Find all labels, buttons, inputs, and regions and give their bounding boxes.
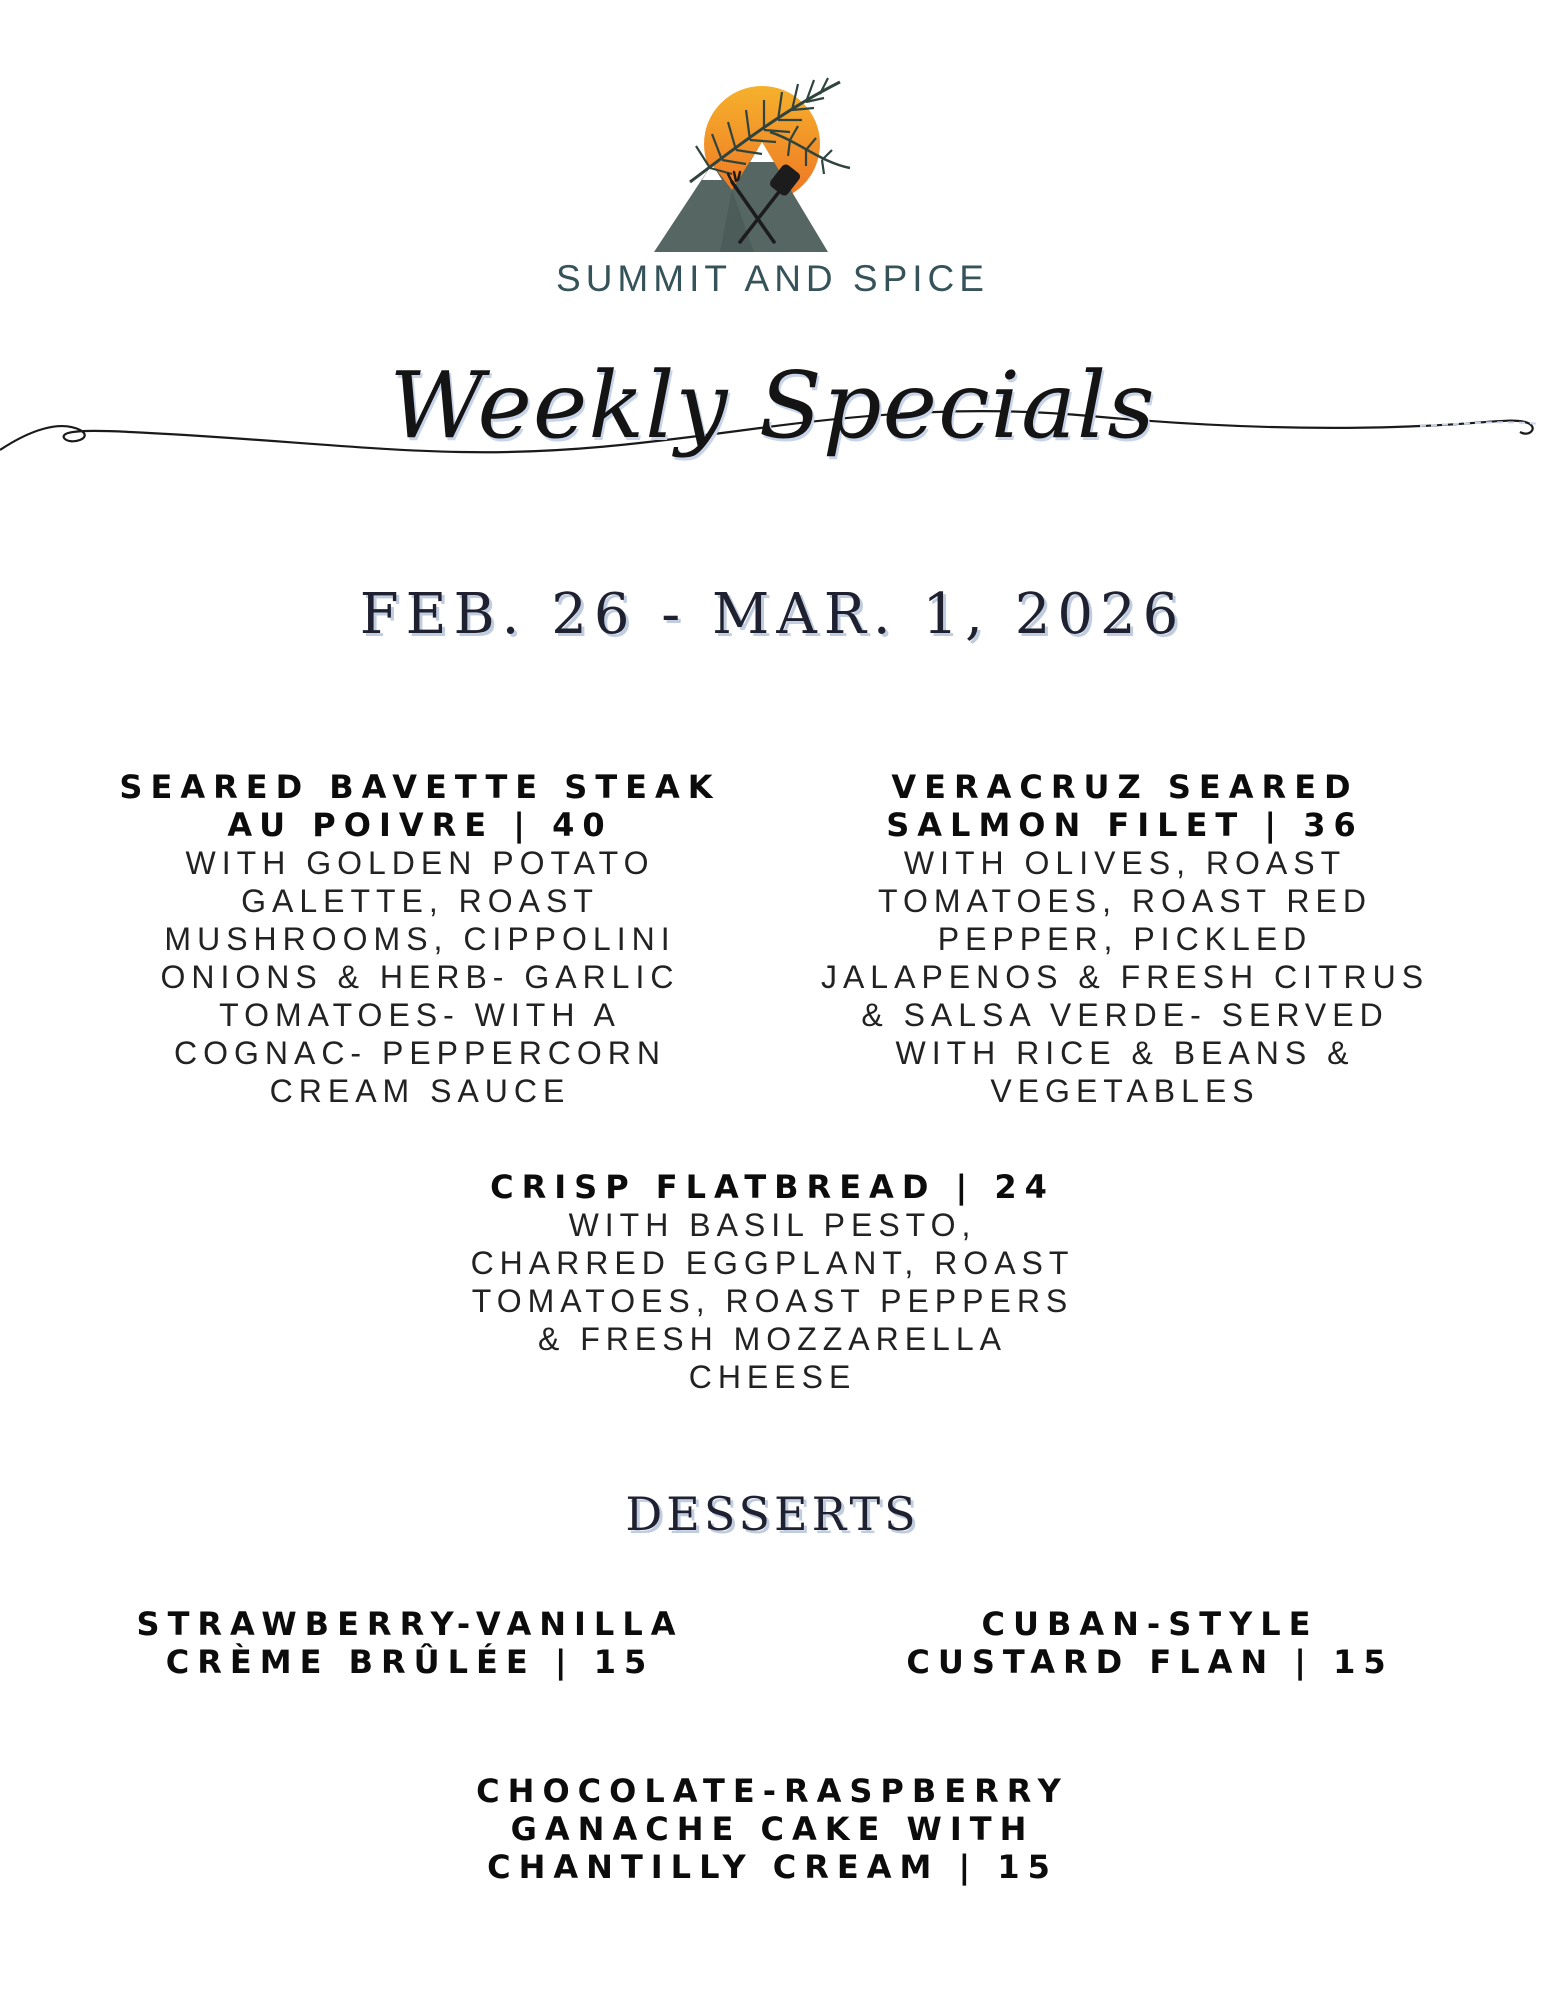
special-description: WITH BASIL PESTO, CHARRED EGGPLANT, ROAST TOMATOES, ROAST PEPPERS & FRESH MOZZARELLA CHEESE: [470, 1207, 1075, 1395]
summit-and-spice-logo: [650, 72, 880, 262]
special-name: SEARED BAVETTE STEAK AU POIVRE | 40: [119, 768, 721, 844]
dessert-item-ganache-cake: CHOCOLATE-RASPBERRY GANACHE CAKE WITH CHANTILLY CREAM | 15: [476, 1772, 1069, 1886]
dessert-item-flan: CUBAN-STYLE CUSTARD FLAN | 15: [906, 1605, 1394, 1681]
special-description: WITH OLIVES, ROAST TOMATOES, ROAST RED PEPPER, PICKLED JALAPENOS & FRESH CITRUS & SALSA VERDE- SERVED WITH RICE & BEANS & VEGETABLES: [820, 845, 1430, 1109]
special-item-steak: [110, 768, 730, 1110]
special-name: VERACRUZ SEARED SALMON FILET | 36: [886, 768, 1364, 844]
date-range: FEB. 26 - MAR. 1, 2026: [359, 582, 1186, 647]
special-name: CRISP FLATBREAD | 24: [490, 1168, 1055, 1206]
special-item-flatbread: [400, 1168, 1145, 1396]
dessert-item-creme-brulee: STRAWBERRY-VANILLA CRÈME BRÛLÉE | 15: [136, 1605, 684, 1681]
special-description: WITH GOLDEN POTATO GALETTE, ROAST MUSHROOMS, CIPPOLINI ONIONS & HERB- GARLIC TOMATOES- WITH A COGNAC- PEPPERCORN CREAM SAUCE: [160, 845, 680, 1109]
desserts-heading: DESSERTS: [625, 1487, 920, 1541]
special-item-salmon: [790, 768, 1460, 1110]
brand-name: SUMMIT AND SPICE: [556, 258, 989, 299]
page-title: Weekly Specials: [389, 352, 1156, 459]
